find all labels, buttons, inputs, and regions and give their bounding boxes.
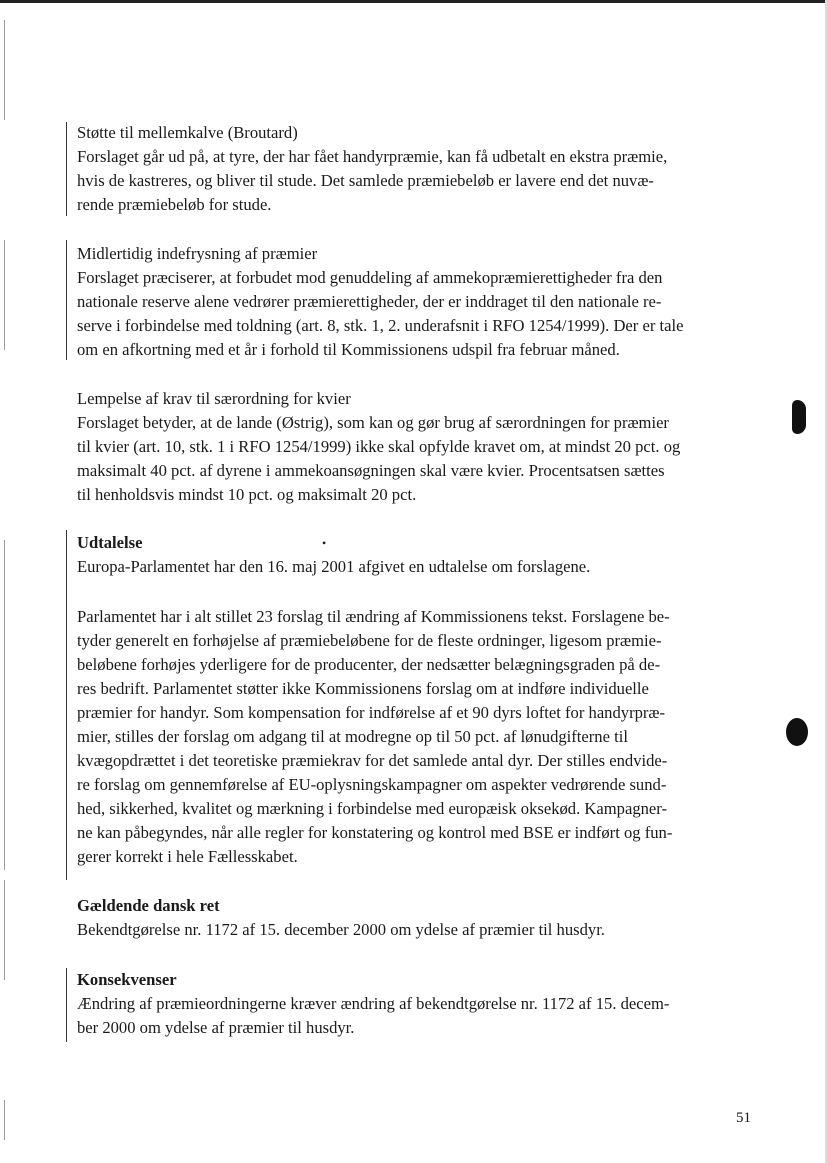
text-line: Bekendtgørelse nr. 1172 af 15. december 2000 om ydelse af præmier til husdyr. — [77, 920, 605, 939]
stray-mark: • — [322, 536, 327, 550]
section-indefrysning — [77, 242, 757, 362]
section-heading: Udtalelse — [77, 533, 143, 552]
text-line: maksimalt 40 pct. af dyrene i ammekoansøgningen skal være kvier. Procentsatsen sættes — [77, 461, 665, 480]
text-line: Ændring af præmieordningerne kræver ændring af bekendtgørelse nr. 1172 af 15. decem- — [77, 994, 670, 1013]
text-line: Parlamentet har i alt stillet 23 forslag til ændring af Kommissionens tekst. Forslagene be- — [77, 607, 670, 626]
text-line: serve i forbindelse med toldning (art. 8, stk. 1, 2. underafsnit i RFO 1254/1999). Der er tale — [77, 316, 684, 335]
margin-change-bar — [66, 122, 67, 216]
text-line: ne kan påbegyndes, når alle regler for konstatering og kontrol med BSE er indført og fun- — [77, 823, 673, 842]
punch-hole-mark — [786, 718, 808, 746]
left-scan-edge — [4, 880, 5, 980]
text-line: hed, sikkerhed, kvalitet og mærkning i forbindelse med europæisk oksekød. Kampagner- — [77, 799, 668, 818]
text-line: tyder generelt en forhøjelse af præmiebeløbene for de fleste ordninger, ligesom præmie- — [77, 631, 662, 650]
section-title: Lempelse af krav til særordning for kvier — [77, 389, 351, 408]
text-line: hvis de kastreres, og bliver til stude. Det samlede præmiebeløb er lavere end det nuvæ- — [77, 171, 654, 190]
left-scan-edge — [4, 240, 5, 350]
section-heading: Konsekvenser — [77, 970, 177, 989]
section-dansk-ret — [77, 894, 757, 942]
text-line: Forslaget betyder, at de lande (Østrig), som kan og gør brug af særordningen for præmier — [77, 413, 669, 432]
section-title: Støtte til mellemkalve (Broutard) — [77, 123, 298, 142]
text-line: om en afkortning med et år i forhold til Kommissionens udspil fra februar måned. — [77, 340, 620, 359]
text-line: til kvier (art. 10, stk. 1 i RFO 1254/1999) ikke skal opfylde kravet om, at mindst 20 pct. og — [77, 437, 681, 456]
section-title: Midlertidig indefrysning af præmier — [77, 244, 318, 263]
section-parlamentet — [77, 605, 757, 869]
margin-change-bar — [66, 968, 67, 1042]
section-kvier — [77, 387, 757, 507]
text-line: kvægopdrættet i det teoretiske præmiekrav for det samlede antal dyr. Der stilles endvide- — [77, 751, 668, 770]
section-udtalelse — [77, 531, 757, 579]
page-number: 51 — [736, 1110, 751, 1126]
left-scan-edge — [4, 1100, 5, 1140]
margin-change-bar — [66, 240, 67, 360]
top-border-rule — [0, 0, 827, 3]
text-line: res bedrift. Parlamentet støtter ikke Kommissionens forslag om at indføre individuelle — [77, 679, 649, 698]
text-line: re forslag om gennemførelse af EU-oplysningskampagner om aspekter vedrørende sund- — [77, 775, 667, 794]
text-line: gerer korrekt i hele Fællesskabet. — [77, 847, 298, 866]
text-line: Forslaget går ud på, at tyre, der har fået handyrpræmie, kan få udbetalt en ekstra præmie, — [77, 147, 668, 166]
text-line: ber 2000 om ydelse af præmier til husdyr. — [77, 1018, 355, 1037]
section-broutard — [77, 121, 757, 217]
punch-hole-mark — [792, 400, 806, 434]
text-line: mier, stilles der forslag om adgang til at modregne op til 50 pct. af lønudgifterne til — [77, 727, 628, 746]
text-line: beløbene forhøjes yderligere for de producenter, der nedsætter belægningsgraden på de- — [77, 655, 661, 674]
text-line: Forslaget præciserer, at forbudet mod genuddeling af ammekopræmierettigheder fra den — [77, 268, 663, 287]
margin-change-bar — [66, 530, 67, 880]
text-line: nationale reserve alene vedrører præmierettigheder, der er inddraget til den nationale re- — [77, 292, 662, 311]
text-line: Europa-Parlamentet har den 16. maj 2001 afgivet en udtalelse om forslagene. — [77, 557, 591, 576]
section-heading: Gældende dansk ret — [77, 896, 220, 915]
text-line: rende præmiebeløb for stude. — [77, 195, 272, 214]
section-konsekvenser — [77, 968, 757, 1040]
left-scan-edge — [4, 20, 5, 120]
left-scan-edge — [4, 540, 5, 870]
text-line: til henholdsvis mindst 10 pct. og maksimalt 20 pct. — [77, 485, 417, 504]
text-line: præmier for handyr. Som kompensation for indførelse af et 90 dyrs loftet for handyrpræ- — [77, 703, 666, 722]
